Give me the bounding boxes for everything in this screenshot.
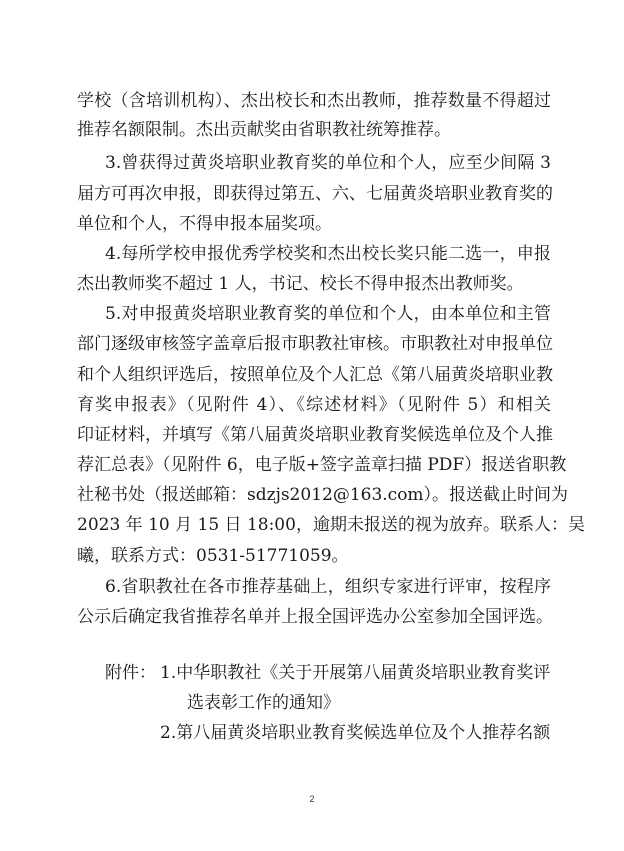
text-line: 和个人组织评选后，按照单位及个人汇总《第八届黄炎培职业教 [77, 365, 553, 385]
text-line: 5.对申报黄炎培职业教育奖的单位和个人，由本单位和主管 [105, 304, 551, 324]
attachment-item: 2.第八届黄炎培职业教育奖候选单位及个人推荐名额 [160, 723, 551, 743]
attachment-item-continued: 选表彰工作的通知》 [187, 693, 340, 713]
text-line: 社秘书处（报送邮箱：sdzjs2012@163.com）。报送截止时间为 [77, 485, 569, 505]
page-number: 2 [309, 794, 315, 804]
attachment-item: 1.中华职教社《关于开展第八届黄炎培职业教育奖评 [160, 663, 551, 683]
text-line: 3.曾获得过黄炎培职业教育奖的单位和个人，应至少间隔 3 [105, 153, 551, 173]
text-line: 单位和个人，不得申报本届奖项。 [77, 214, 332, 234]
attachments-label: 附件： [105, 663, 156, 683]
text-line: 印证材料，并填写《第八届黄炎培职业教育奖候选单位及个人推 [77, 425, 553, 445]
text-line: 届方可再次申报，即获得过第五、六、七届黄炎培职业教育奖的 [77, 184, 553, 204]
text-line: 部门逐级审核签字盖章后报市职教社审核。市职教社对申报单位 [77, 334, 553, 354]
text-line: 杰出教师奖不超过 1 人，书记、校长不得申报杰出教师奖。 [77, 274, 524, 294]
text-line: 6.省职教社在各市推荐基础上，组织专家进行评审，按程序 [105, 577, 551, 597]
text-line: 学校（含培训机构）、杰出校长和杰出教师，推荐数量不得超过 [77, 91, 551, 111]
text-line: 推荐名额限制。杰出贡献奖由省职教社统筹推荐。 [77, 120, 451, 140]
text-line: 荐汇总表》（见附件 6，电子版+签字盖章扫描 PDF）报送省职教 [77, 455, 567, 475]
text-line: 育奖申报表》（见附件 4）、《综述材料》（见附件 5）和相关 [77, 395, 551, 415]
text-line: 公示后确定我省推荐名单并上报全国评选办公室参加全国评选。 [77, 607, 553, 627]
text-line: 4.每所学校申报优秀学校奖和杰出校长奖只能二选一，申报 [105, 244, 551, 264]
text-line: 2023 年 10 月 15 日 18:00，逾期未报送的视为放弃。联系人：吴 [77, 515, 585, 535]
text-line: 曦，联系方式：0531-51771059。 [77, 546, 349, 566]
